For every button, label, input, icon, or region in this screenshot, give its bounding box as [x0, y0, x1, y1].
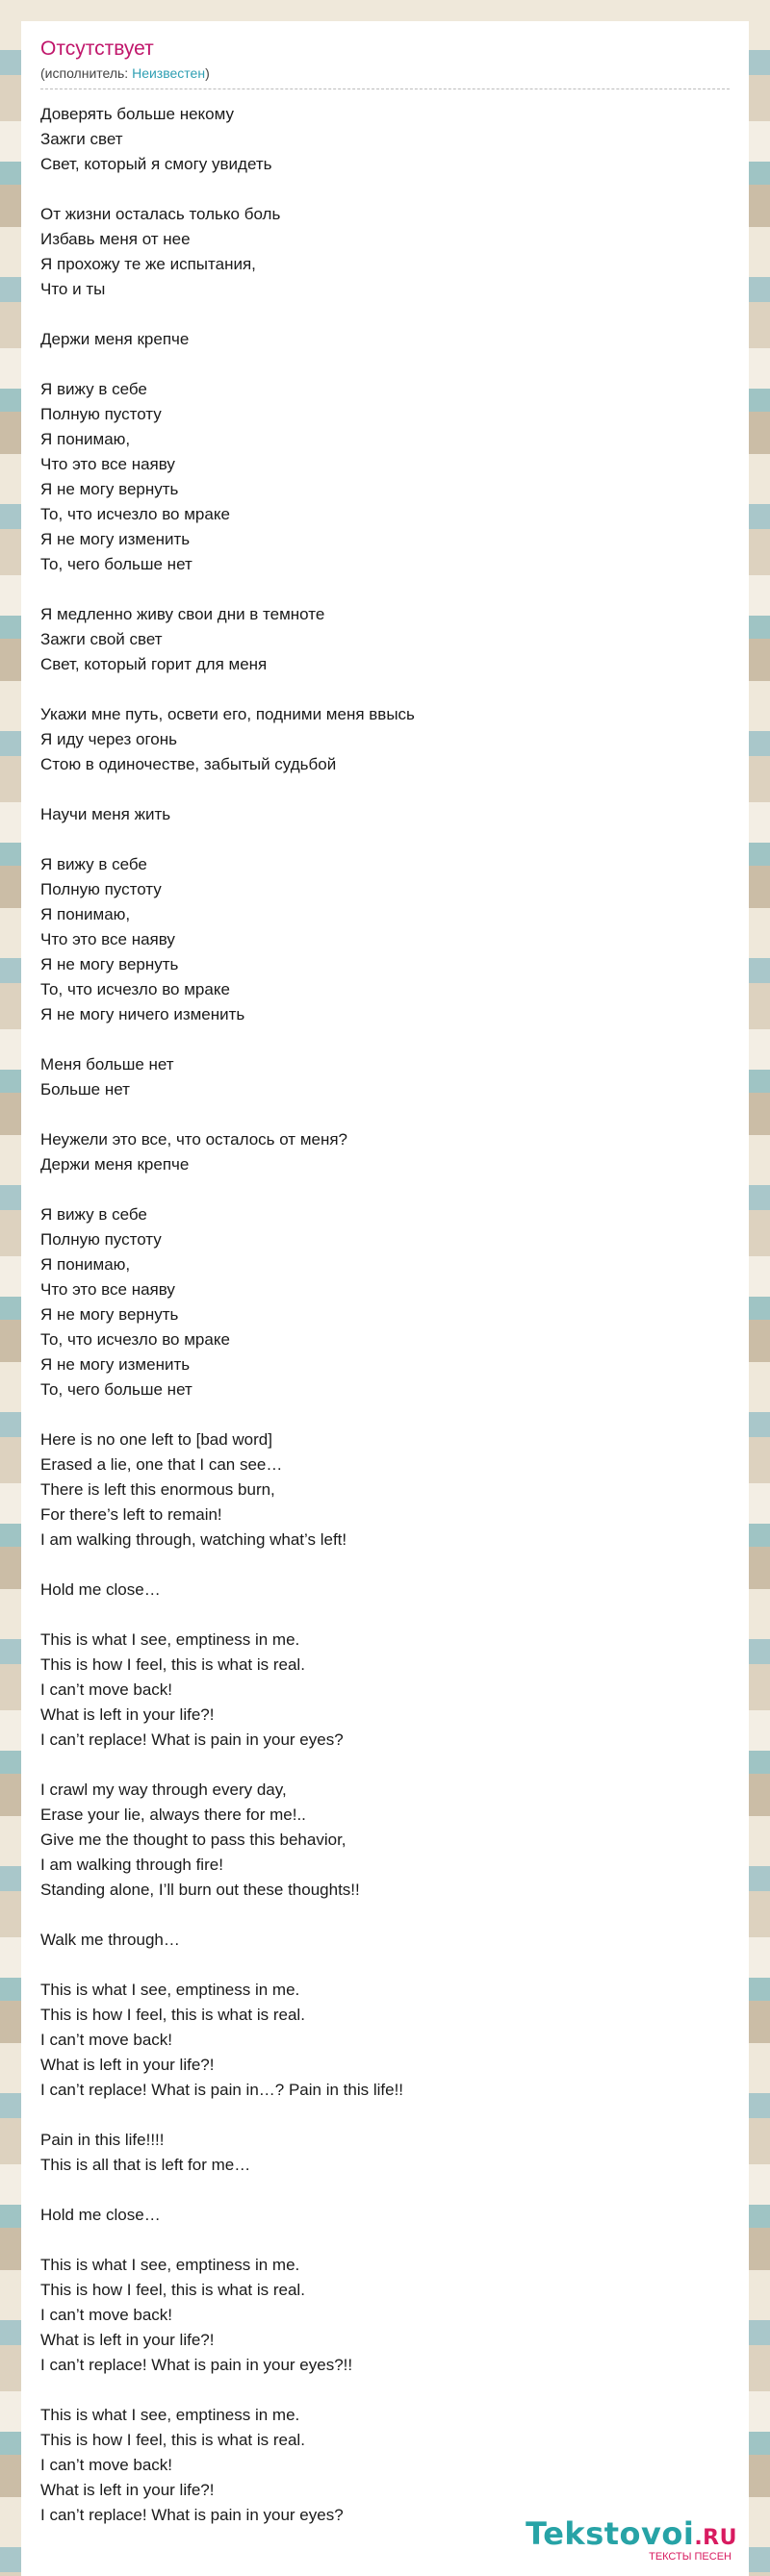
- lyric-line: Give me the thought to pass this behavior,: [40, 1831, 346, 1849]
- lyric-line: Свет, который горит для меня: [40, 655, 268, 673]
- lyric-line: Полную пустоту: [40, 405, 162, 423]
- lyric-line: Я не могу вернуть: [40, 1305, 179, 1324]
- lyric-line: Я иду через огонь: [40, 730, 177, 748]
- lyric-line: Я понимаю,: [40, 430, 131, 448]
- lyric-line: Я не могу вернуть: [40, 955, 179, 973]
- lyric-line: This is how I feel, this is what is real.: [40, 2431, 305, 2449]
- lyrics-stanza: [40, 1978, 714, 2103]
- artist-link[interactable]: Неизвестен: [132, 65, 206, 81]
- lyric-line: Я понимаю,: [40, 1255, 131, 1274]
- lyrics-stanza: [40, 1628, 714, 1753]
- lyric-line: Избавь меня от нее: [40, 230, 191, 248]
- lyrics-stanza: [40, 1127, 714, 1177]
- lyric-line: Я не могу изменить: [40, 530, 191, 548]
- logo-tld: .RU: [694, 2526, 737, 2550]
- lyrics-stanza: [40, 102, 714, 177]
- lyric-line: Доверять больше некому: [40, 105, 235, 123]
- lyrics-stanza: [40, 2203, 714, 2228]
- lyric-line: This is what I see, emptiness in me.: [40, 2256, 300, 2274]
- lyric-line: От жизни осталась только боль: [40, 205, 281, 223]
- song-header: [40, 37, 730, 83]
- lyric-line: Больше нет: [40, 1080, 130, 1099]
- lyric-line: This is how I feel, this is what is real.: [40, 2281, 305, 2299]
- lyric-line: Hold me close…: [40, 2206, 161, 2224]
- lyric-line: То, чего больше нет: [40, 555, 192, 573]
- lyric-line: This is all that is left for me…: [40, 2156, 251, 2174]
- lyric-line: This is what I see, emptiness in me.: [40, 2406, 300, 2424]
- lyric-line: I can’t replace! What is pain in your eyes?: [40, 1730, 344, 1749]
- lyrics-stanza: [40, 377, 714, 577]
- lyrics-stanza: [40, 202, 714, 302]
- lyric-line: What is left in your life?!: [40, 2331, 215, 2349]
- logo-brand: Tekstovoi: [526, 2515, 695, 2552]
- lyric-line: What is left in your life?!: [40, 1705, 215, 1724]
- lyric-line: Я понимаю,: [40, 905, 131, 923]
- lyric-line: This is how I feel, this is what is real.: [40, 2006, 305, 2024]
- lyric-line: I can’t move back!: [40, 2031, 173, 2049]
- lyric-line: I can’t move back!: [40, 1680, 173, 1699]
- lyric-line: Неужели это все, что осталось от меня?: [40, 1130, 348, 1149]
- lyric-line: For there’s left to remain!: [40, 1505, 222, 1524]
- lyrics-stanza: [40, 702, 714, 777]
- lyric-line: Я вижу в себе: [40, 380, 147, 398]
- lyric-line: Я не могу ничего изменить: [40, 1005, 245, 1023]
- lyric-line: Что это все наяву: [40, 930, 175, 948]
- lyric-line: This is what I see, emptiness in me.: [40, 1981, 300, 1999]
- lyric-line: То, что исчезло во мраке: [40, 1330, 230, 1349]
- lyric-line: I can’t replace! What is pain in your eyes?: [40, 2506, 344, 2524]
- lyric-line: I can’t replace! What is pain in your eyes?!!: [40, 2356, 353, 2374]
- lyric-line: То, чего больше нет: [40, 1380, 192, 1399]
- lyric-line: Я вижу в себе: [40, 1205, 147, 1224]
- lyric-line: Что и ты: [40, 280, 106, 298]
- lyric-line: Стою в одиночестве, забытый судьбой: [40, 755, 337, 773]
- lyric-line: Pain in this life!!!!: [40, 2131, 165, 2149]
- artist-prefix: (исполнитель:: [40, 65, 133, 81]
- artist-line: [40, 63, 730, 83]
- lyric-line: Standing alone, I’ll burn out these thoughts!!: [40, 1881, 360, 1899]
- lyric-line: Я прохожу те же испытания,: [40, 255, 256, 273]
- lyric-line: Walk me through…: [40, 1931, 180, 1949]
- lyric-line: Полную пустоту: [40, 880, 162, 898]
- lyrics-stanza: [40, 852, 714, 1027]
- lyrics-stanza: [40, 1928, 714, 1953]
- lyric-line: This is what I see, emptiness in me.: [40, 1630, 300, 1649]
- lyric-line: Я не могу вернуть: [40, 480, 179, 498]
- lyrics-stanza: [40, 1427, 714, 1553]
- lyric-line: Erase your lie, always there for me!..: [40, 1806, 306, 1824]
- lyric-line: Я не могу изменить: [40, 1355, 191, 1374]
- lyric-line: Полную пустоту: [40, 1230, 162, 1249]
- lyric-line: Что это все наяву: [40, 1280, 175, 1299]
- lyric-line: Erased a lie, one that I can see…: [40, 1455, 283, 1474]
- lyric-line: Зажги свет: [40, 130, 123, 148]
- lyric-line: Укажи мне путь, освети его, подними меня ввысь: [40, 705, 415, 723]
- lyric-line: Что это все наяву: [40, 455, 175, 473]
- lyric-line: I am walking through, watching what’s left!: [40, 1530, 347, 1549]
- lyric-line: Научи меня жить: [40, 805, 171, 823]
- lyrics-stanza: [40, 802, 714, 827]
- site-logo[interactable]: [526, 2517, 737, 2563]
- lyric-line: Here is no one left to [bad word]: [40, 1430, 272, 1449]
- lyric-line: Hold me close…: [40, 1580, 161, 1599]
- lyric-line: Меня больше нет: [40, 1055, 174, 1073]
- lyrics-stanza: [40, 1202, 714, 1402]
- lyric-line: I can’t move back!: [40, 2456, 173, 2474]
- header-divider: [40, 88, 730, 89]
- lyric-line: There is left this enormous burn,: [40, 1480, 275, 1499]
- lyric-line: What is left in your life?!: [40, 2481, 215, 2499]
- lyric-line: Держи меня крепче: [40, 330, 190, 348]
- lyrics-stanza: [40, 2128, 714, 2178]
- artist-suffix: ): [205, 65, 210, 81]
- lyric-line: Я вижу в себе: [40, 855, 147, 873]
- logo-wordmark: [526, 2517, 737, 2555]
- lyrics-stanza: [40, 2403, 714, 2528]
- lyric-line: Держи меня крепче: [40, 1155, 190, 1174]
- lyrics-card: [21, 21, 749, 2576]
- lyric-line: I can’t replace! What is pain in…? Pain in this life!!: [40, 2081, 404, 2099]
- lyrics-text: [40, 102, 714, 2553]
- lyric-line: Зажги свой свет: [40, 630, 163, 648]
- lyrics-stanza: [40, 2253, 714, 2378]
- lyric-line: Я медленно живу свои дни в темноте: [40, 605, 325, 623]
- lyric-line: То, что исчезло во мраке: [40, 980, 230, 998]
- lyrics-stanza: [40, 327, 714, 352]
- lyric-line: I crawl my way through every day,: [40, 1780, 287, 1799]
- lyric-line: What is left in your life?!: [40, 2056, 215, 2074]
- lyric-line: I am walking through fire!: [40, 1856, 223, 1874]
- song-title: Отсутствует: [40, 38, 154, 60]
- lyric-line: I can’t move back!: [40, 2306, 173, 2324]
- lyrics-stanza: [40, 1052, 714, 1102]
- lyric-line: То, что исчезло во мраке: [40, 505, 230, 523]
- lyric-line: This is how I feel, this is what is real.: [40, 1655, 305, 1674]
- lyric-line: Свет, который я смогу увидеть: [40, 155, 272, 173]
- lyrics-stanza: [40, 1778, 714, 1903]
- lyrics-stanza: [40, 1578, 714, 1603]
- logo-tagline: ТЕКСТЫ ПЕСЕН: [649, 2551, 732, 2563]
- lyrics-stanza: [40, 602, 714, 677]
